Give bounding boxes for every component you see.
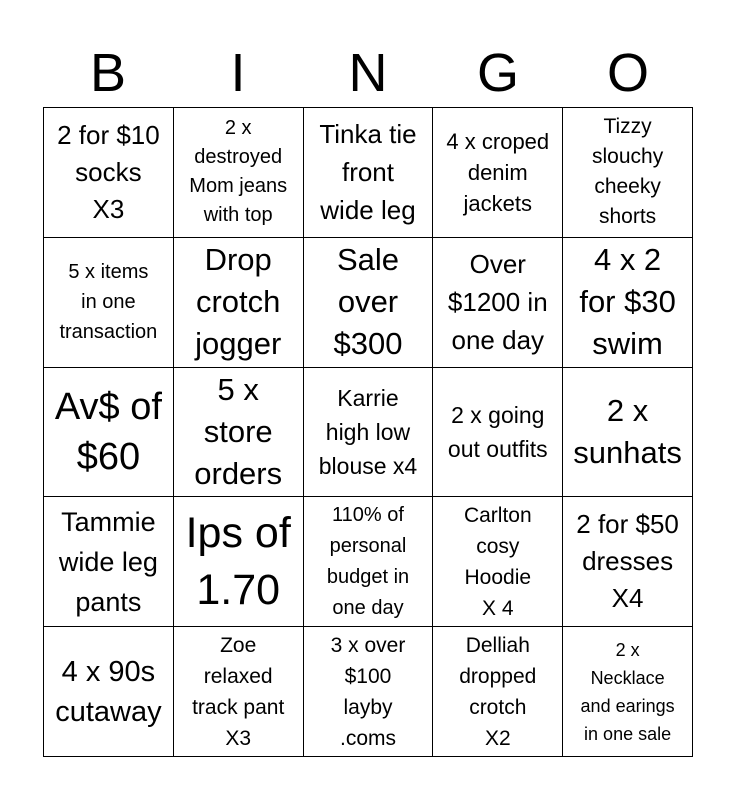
bingo-cell-r1c3[interactable] — [304, 108, 434, 238]
bingo-cell-text: Karrie high low blouse x4 — [318, 384, 418, 479]
bingo-cell-text: Sale over $300 — [333, 242, 403, 362]
bingo-cell-text: 4 x 2 for $30 swim — [579, 242, 676, 362]
bingo-cell-text: 4 x 90s cutaway — [55, 655, 162, 728]
bingo-cell-text: Carlton cosy Hoodie X 4 — [463, 503, 532, 620]
bingo-cell-r3c5[interactable] — [563, 368, 693, 498]
bingo-cell-text: 2 x sunhats — [573, 392, 682, 470]
bingo-cell-text: 5 x store orders — [194, 371, 283, 491]
bingo-cell-r2c2[interactable] — [174, 238, 304, 368]
bingo-cell-r4c4[interactable] — [433, 497, 563, 627]
header-letter-g: G — [476, 43, 519, 103]
bingo-cell-text: 110% of personal budget in one day — [326, 503, 410, 619]
bingo-cell-r1c2[interactable] — [174, 108, 304, 238]
bingo-cell-text: Over $1200 in one day — [447, 249, 548, 356]
bingo-cell-text: 5 x items in one transaction — [59, 261, 158, 344]
bingo-cell-text: Zoe relaxed track pant X3 — [192, 633, 285, 750]
bingo-cell-r5c2[interactable] — [174, 627, 304, 757]
bingo-cell-r5c5[interactable] — [563, 627, 693, 757]
bingo-cell-r4c3[interactable] — [304, 497, 434, 627]
bingo-cell-r2c5[interactable] — [563, 238, 693, 368]
header-letter-n: N — [348, 43, 388, 103]
bingo-cell-r2c4[interactable] — [433, 238, 563, 368]
header-letter-i: I — [230, 43, 246, 103]
bingo-cell-text: Delliah dropped crotch X2 — [459, 633, 537, 750]
bingo-cell-r3c3[interactable] — [304, 368, 434, 498]
bingo-cell-r3c4[interactable] — [433, 368, 563, 498]
bingo-cell-text: 3 x over $100 layby .coms — [330, 633, 406, 750]
bingo-header — [43, 40, 693, 106]
bingo-cell-r1c4[interactable] — [433, 108, 563, 238]
bingo-cell-r4c1[interactable] — [44, 497, 174, 627]
bingo-cell-r4c5[interactable] — [563, 497, 693, 627]
bingo-cell-text: 2 for $10 socks X3 — [57, 119, 160, 224]
header-letter-b: B — [89, 43, 127, 103]
bingo-cell-text: Tinka tie front wide leg — [319, 119, 417, 226]
bingo-cell-r1c1[interactable] — [44, 108, 174, 238]
bingo-cell-text: 2 for $50 dresses X4 — [576, 509, 679, 614]
bingo-cell-text: Ips of 1.70 — [185, 508, 291, 614]
bingo-board — [43, 107, 693, 757]
bingo-cell-r2c1[interactable] — [44, 238, 174, 368]
bingo-cell-text: Tizzy slouchy cheeky shorts — [591, 115, 664, 229]
bingo-cell-text: 2 x Necklace and earings in one sale — [580, 639, 675, 744]
bingo-cell-r5c1[interactable] — [44, 627, 174, 757]
bingo-cell-r3c1[interactable] — [44, 368, 174, 498]
bingo-cell-r5c4[interactable] — [433, 627, 563, 757]
bingo-cell-text: Drop crotch jogger — [195, 242, 282, 362]
bingo-cell-r5c3[interactable] — [304, 627, 434, 757]
bingo-cell-text: 2 x going out outfits — [447, 401, 548, 462]
bingo-cell-text: 4 x croped denim jackets — [446, 128, 550, 216]
bingo-cell-text: Tammie wide leg pants — [58, 506, 158, 617]
bingo-cell-text: Av$ of $60 — [54, 385, 162, 478]
bingo-cell-r2c3[interactable] — [304, 238, 434, 368]
bingo-cell-r1c5[interactable] — [563, 108, 693, 238]
header-letter-o: O — [606, 43, 649, 103]
bingo-cell-text: 2 x destroyed Mom jeans with top — [189, 117, 288, 227]
bingo-cell-r3c2[interactable] — [174, 368, 304, 498]
bingo-cell-r4c2[interactable] — [174, 497, 304, 627]
